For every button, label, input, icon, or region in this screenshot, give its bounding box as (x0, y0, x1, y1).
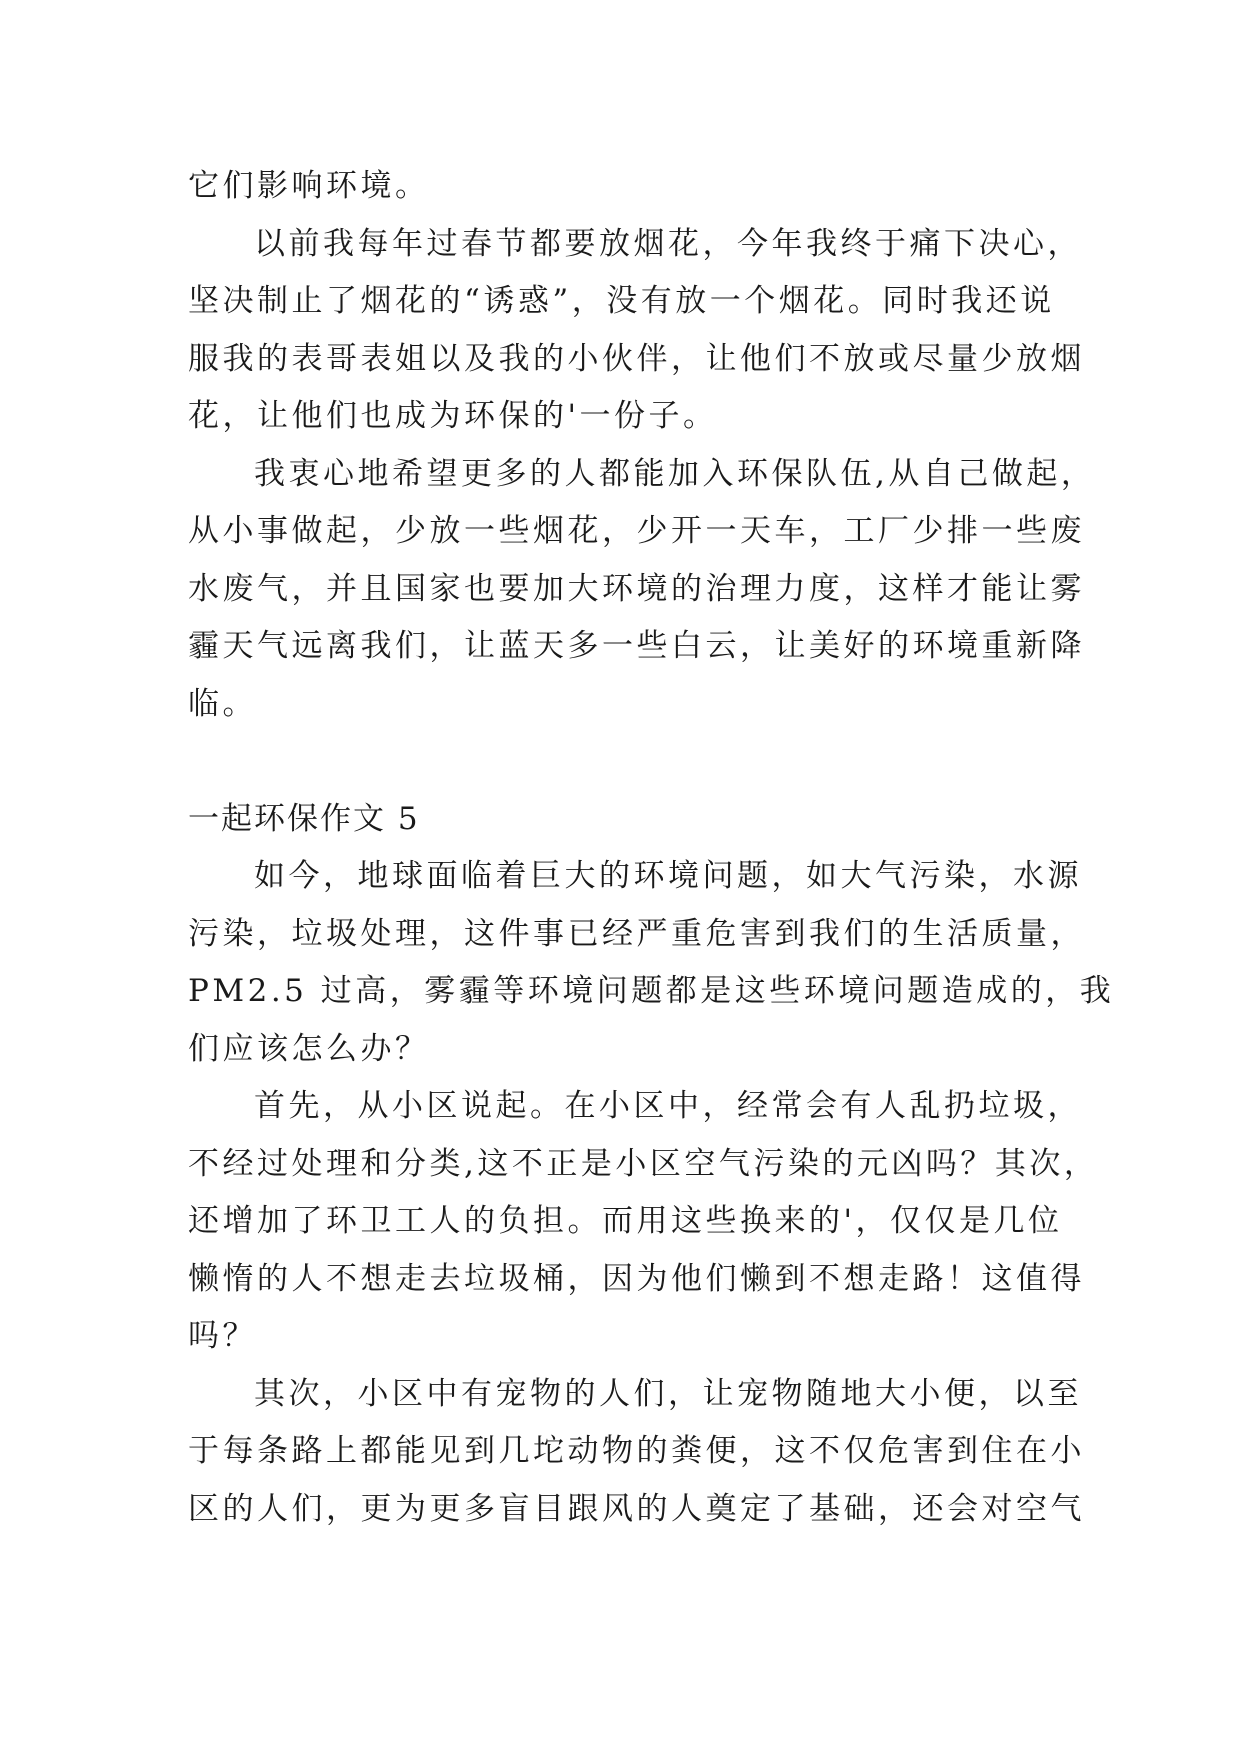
paragraph-previous-end (188, 158, 1068, 216)
document-body (188, 158, 1115, 1538)
text-line: 污染，垃圾处理，这件事已经严重危害到我们的生活质量， (188, 915, 1085, 952)
text-line: PM2.5 过高，雾霾等环境问题都是这些环境问题造成的，我 (188, 973, 1115, 1009)
text-line: 服我的表哥表姐以及我的小伙伴，让他们不放或尽量少放烟 (188, 340, 1085, 377)
text-line: 还增加了环卫工人的负担。而用这些换来的'，仅仅是几位 (188, 1203, 1063, 1239)
text-line: 区的人们，更为更多盲目跟风的人奠定了基础，还会对空气 (188, 1490, 1085, 1527)
text-line: 它们影响环境。 (188, 168, 430, 204)
text-line: 霾天气远离我们，让蓝天多一些白云，让美好的环境重新降 (188, 628, 1085, 664)
paragraph-intro (188, 848, 1115, 1078)
paragraph-first (188, 1078, 1099, 1366)
paragraph-fireworks (188, 216, 1085, 446)
text-line: 临。 (188, 685, 257, 722)
paragraph-second (188, 1366, 1085, 1539)
text-line: 吗？ (188, 1318, 257, 1354)
text-line: 水废气，并且国家也要加大环境的治理力度，这样才能让雾 (188, 570, 1085, 607)
paragraph-hope (188, 446, 1096, 734)
text-line: 从小事做起，少放一些烟花，少开一天车，工厂少排一些废 (188, 513, 1085, 549)
essay-title: 一起环保作文 5 (188, 800, 420, 837)
text-line: 于每条路上都能见到几坨动物的粪便，这不仅危害到住在小 (188, 1433, 1085, 1469)
text-line: 其次，小区中有宠物的人们，让宠物随地大小便，以至 (254, 1375, 1082, 1412)
text-line: 不经过处理和分类,这不正是小区空气污染的元凶吗？其次， (188, 1145, 1099, 1182)
text-line: 我衷心地希望更多的人都能加入环保队伍,从自己做起， (254, 455, 1096, 492)
text-line: 们应该怎么办？ (188, 1030, 430, 1067)
text-line: 坚决制止了烟花的“诱惑”，没有放一个烟花。同时我还说 (188, 283, 1055, 319)
text-line: 以前我每年过春节都要放烟花，今年我终于痛下决心， (254, 225, 1082, 262)
text-line: 花，让他们也成为环保的'一份子。 (188, 398, 718, 434)
text-line: 如今，地球面临着巨大的环境问题，如大气污染，水源 (254, 858, 1082, 894)
text-line: 首先，从小区说起。在小区中，经常会有人乱扔垃圾， (254, 1088, 1082, 1124)
section-gap (188, 733, 1068, 791)
text-line: 懒惰的人不想走去垃圾桶，因为他们懒到不想走路！这值得 (188, 1260, 1085, 1297)
